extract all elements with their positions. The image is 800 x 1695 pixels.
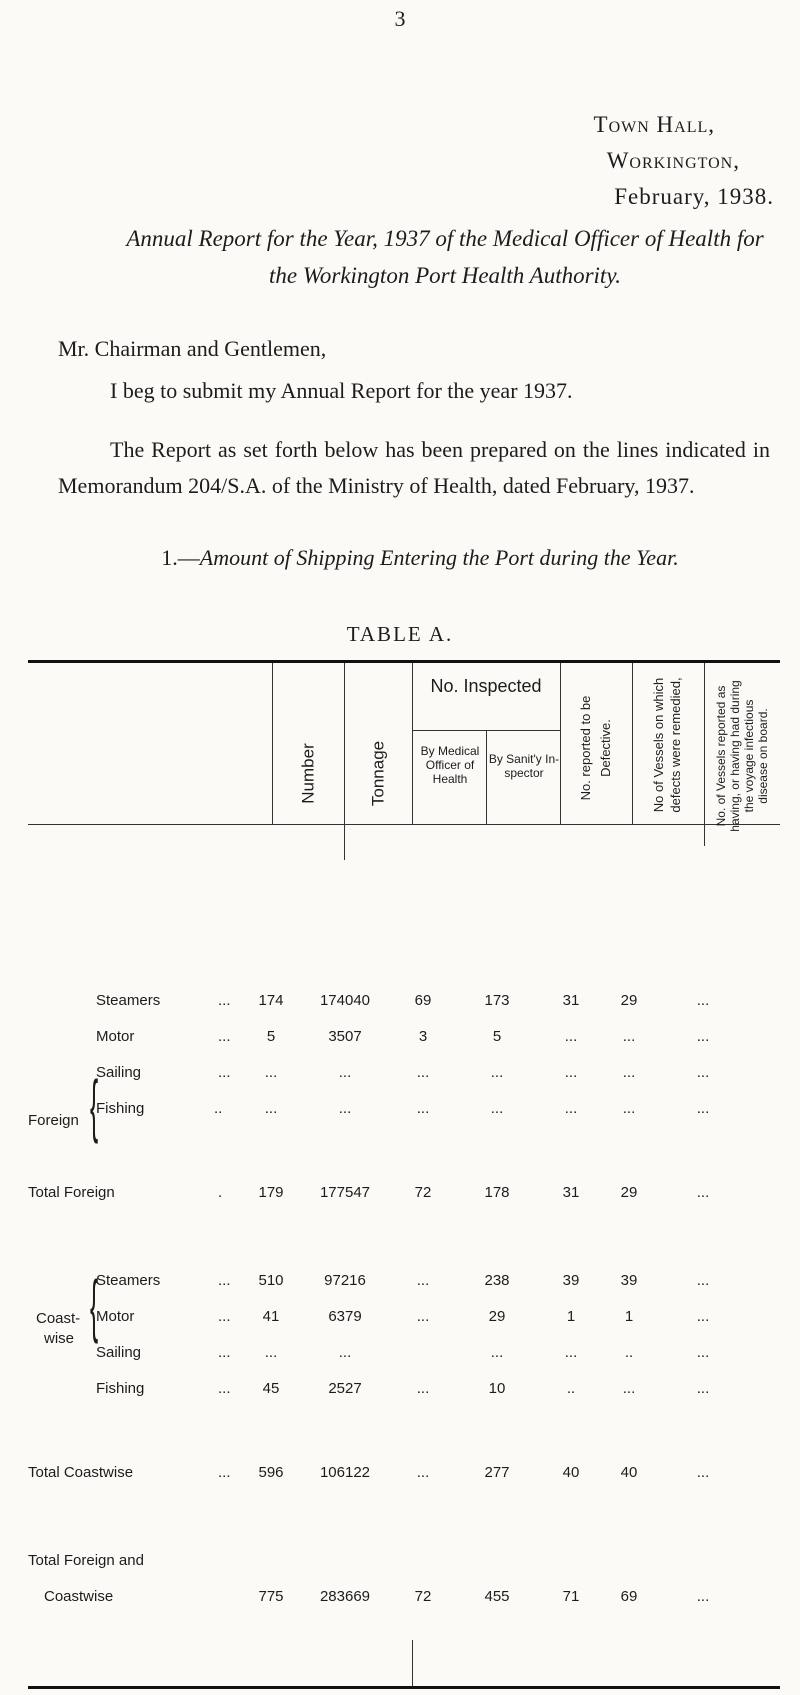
- cell-defective: ...: [564, 1100, 578, 1117]
- cell-remedied: ...: [622, 1100, 636, 1117]
- row-label: Steamers: [96, 1272, 161, 1289]
- group-coastwise-2: wise: [44, 1330, 75, 1347]
- cell-si: 5: [492, 1028, 502, 1045]
- cell-remedied: ..: [624, 1344, 634, 1361]
- col-sep-5: [632, 663, 633, 824]
- header-by-si: By Sanit'y In-spector: [488, 752, 560, 780]
- table-title: TABLE A.: [346, 622, 454, 646]
- cell-number: 41: [262, 1308, 280, 1325]
- cell-defective: 31: [562, 992, 580, 1009]
- cell-tonnage: 106122: [319, 1464, 371, 1481]
- cell-infectious: ...: [696, 1380, 710, 1397]
- group-coastwise-1: Coast-: [36, 1310, 81, 1327]
- cell-si: 238: [484, 1272, 510, 1289]
- row-label: Total Foreign: [28, 1184, 115, 1201]
- cell-si: 455: [484, 1588, 510, 1605]
- cell-tonnage: 6379: [328, 1308, 362, 1325]
- cell-mo: ...: [416, 1464, 430, 1481]
- table-row: [28, 1464, 780, 1486]
- cell-number: 775: [258, 1588, 284, 1605]
- cell-defective: 1: [566, 1308, 576, 1325]
- table-row: [28, 1184, 780, 1206]
- cell-mo: ...: [416, 1380, 430, 1397]
- cell-remedied: ...: [622, 1028, 636, 1045]
- cell-remedied: 29: [620, 1184, 638, 1201]
- cell-si: 277: [484, 1464, 510, 1481]
- cell-infectious: ...: [696, 1308, 710, 1325]
- cell-number: 5: [266, 1028, 276, 1045]
- cell-infectious: ...: [696, 1184, 710, 1201]
- cell-defective: 40: [562, 1464, 580, 1481]
- page-number: 3: [394, 6, 406, 31]
- row-label: Coastwise: [44, 1588, 114, 1605]
- cell-mo: ...: [416, 1272, 430, 1289]
- col-sep-2: [344, 663, 345, 824]
- cell-remedied: ...: [622, 1064, 636, 1081]
- row-leader-dots: ...: [218, 1064, 231, 1081]
- cell-mo: ...: [416, 1064, 430, 1081]
- table-row: [28, 1588, 780, 1610]
- table-row: [28, 1344, 780, 1366]
- col-sep-1: [272, 663, 273, 824]
- group-foreign: Foreign: [28, 1112, 79, 1129]
- brace-foreign: {: [90, 1066, 99, 1144]
- row-leader-dots: .: [218, 1184, 223, 1201]
- row-label: Fishing: [96, 1380, 145, 1397]
- cell-mo: ...: [416, 1100, 430, 1117]
- cell-remedied: 1: [624, 1308, 634, 1325]
- header-infectious: No. of Vessels reported as having, or having had during the voyage infectious disease on board.: [714, 680, 770, 832]
- cell-number: 45: [262, 1380, 280, 1397]
- cell-remedied: 40: [620, 1464, 638, 1481]
- cell-tonnage: 3507: [328, 1028, 362, 1045]
- table-top-rule: [28, 660, 780, 663]
- cell-defective: ..: [566, 1380, 576, 1397]
- cell-remedied: 39: [620, 1272, 638, 1289]
- cell-number: 510: [258, 1272, 284, 1289]
- cell-tonnage: ...: [338, 1064, 352, 1081]
- table-row: [28, 1028, 780, 1050]
- row-leader-dots: ...: [218, 1028, 231, 1045]
- cell-defective: ...: [564, 1064, 578, 1081]
- table-bottom-rule: [28, 1686, 780, 1689]
- shipping-table: [28, 660, 780, 1695]
- cell-tonnage: 283669: [319, 1588, 371, 1605]
- cell-number: ...: [264, 1344, 278, 1361]
- cell-tonnage: ...: [338, 1344, 352, 1361]
- cell-si: ...: [490, 1100, 504, 1117]
- cell-tonnage: 2527: [328, 1380, 362, 1397]
- cell-remedied: ...: [622, 1380, 636, 1397]
- row-leader-dots: ...: [218, 1380, 231, 1397]
- brace-coastwise: {: [90, 1266, 99, 1344]
- header-number: Number: [298, 743, 318, 804]
- section-title: Amount of Shipping Entering the Port during the Year.: [199, 545, 679, 570]
- row-leader-dots: ...: [218, 1308, 231, 1325]
- cell-remedied: 69: [620, 1588, 638, 1605]
- table-row: [28, 992, 780, 1014]
- cell-mo: 72: [414, 1184, 432, 1201]
- table-row: [28, 1308, 780, 1330]
- cell-mo: 3: [418, 1028, 428, 1045]
- cell-mo: ...: [416, 1308, 430, 1325]
- row-leader-dots: ...: [218, 1272, 231, 1289]
- row-label: Total Foreign and: [28, 1552, 144, 1569]
- table-row: [28, 1380, 780, 1402]
- cell-number: ...: [264, 1100, 278, 1117]
- row-leader-dots: ...: [218, 1464, 231, 1481]
- col-sep-inspected: [486, 730, 487, 824]
- paragraph-2: The Report as set forth below has been prepared on the lines indicated in Memorandum 204/S.A. of the Ministry of Health, dated February, 1937.: [58, 437, 770, 498]
- cell-tonnage: 177547: [319, 1184, 371, 1201]
- body-sep-3: [704, 824, 705, 846]
- col-sep-4: [560, 663, 561, 824]
- cell-infectious: ...: [696, 1028, 710, 1045]
- row-label: Sailing: [96, 1064, 142, 1081]
- table-row: [28, 1100, 780, 1122]
- row-label: Sailing: [96, 1344, 142, 1361]
- cell-infectious: ...: [696, 1064, 710, 1081]
- cell-infectious: ...: [696, 1464, 710, 1481]
- cell-mo: 69: [414, 992, 432, 1009]
- header-rule: [28, 824, 780, 825]
- cell-defective: 31: [562, 1184, 580, 1201]
- table-row: [28, 1064, 780, 1086]
- cell-defective: ...: [564, 1028, 578, 1045]
- row-label: Fishing: [96, 1100, 145, 1117]
- row-label: Motor: [96, 1028, 135, 1045]
- row-label: Steamers: [96, 992, 161, 1009]
- section-heading: [120, 540, 720, 575]
- row-leader-dots: ...: [218, 992, 231, 1009]
- address-line-2: Workington,: [606, 148, 740, 173]
- cell-infectious: ...: [696, 1588, 710, 1605]
- body-sep-2: [412, 1640, 413, 1686]
- cell-infectious: ...: [696, 1344, 710, 1361]
- cell-number: 179: [258, 1184, 284, 1201]
- table-row: [28, 1552, 780, 1574]
- cell-tonnage: ...: [338, 1100, 352, 1117]
- address-line-1: Town Hall,: [593, 112, 715, 137]
- cell-remedied: 29: [620, 992, 638, 1009]
- cell-si: ...: [490, 1344, 504, 1361]
- cell-defective: ...: [564, 1344, 578, 1361]
- cell-number: 596: [258, 1464, 284, 1481]
- col-sep-6: [704, 663, 705, 824]
- cell-si: ...: [490, 1064, 504, 1081]
- cell-si: 178: [484, 1184, 510, 1201]
- cell-infectious: ...: [696, 1100, 710, 1117]
- cell-number: 174: [258, 992, 284, 1009]
- row-leader-dots: ...: [218, 1344, 231, 1361]
- cell-tonnage: 97216: [324, 1272, 366, 1289]
- row-label: Motor: [96, 1308, 135, 1325]
- cell-tonnage: 174040: [319, 992, 371, 1009]
- table-row: [28, 1272, 780, 1294]
- header-defective: No. reported to be Defective.: [578, 695, 613, 801]
- cell-infectious: ...: [696, 1272, 710, 1289]
- address-date: February, 1938.: [614, 184, 774, 209]
- salutation: Mr. Chairman and Gentlemen,: [58, 336, 327, 361]
- section-number: 1.—: [161, 545, 200, 570]
- row-label: Total Coastwise: [28, 1464, 134, 1481]
- inspected-subrule: [412, 730, 560, 731]
- cell-mo: 72: [414, 1588, 432, 1605]
- cell-number: ...: [264, 1064, 278, 1081]
- cell-defective: 39: [562, 1272, 580, 1289]
- body-sep-1: [344, 824, 345, 860]
- report-title: Annual Report for the Year, 1937 of the Medical Officer of Health for the Workington Port Health Authority.: [126, 226, 764, 288]
- cell-si: 10: [488, 1380, 506, 1397]
- row-leader-dots: ..: [214, 1100, 223, 1117]
- cell-defective: 71: [562, 1588, 580, 1605]
- header-inspected: No. Inspected: [430, 676, 542, 696]
- paragraph-1: I beg to submit my Annual Report for the year 1937.: [110, 378, 573, 403]
- header-by-mo: By Medical Officer of Health: [420, 744, 480, 786]
- cell-si: 29: [488, 1308, 506, 1325]
- cell-infectious: ...: [696, 992, 710, 1009]
- header-tonnage: Tonnage: [368, 740, 388, 807]
- header-remedied: No of Vessels on which defects were remedied,: [651, 677, 683, 813]
- cell-si: 173: [484, 992, 510, 1009]
